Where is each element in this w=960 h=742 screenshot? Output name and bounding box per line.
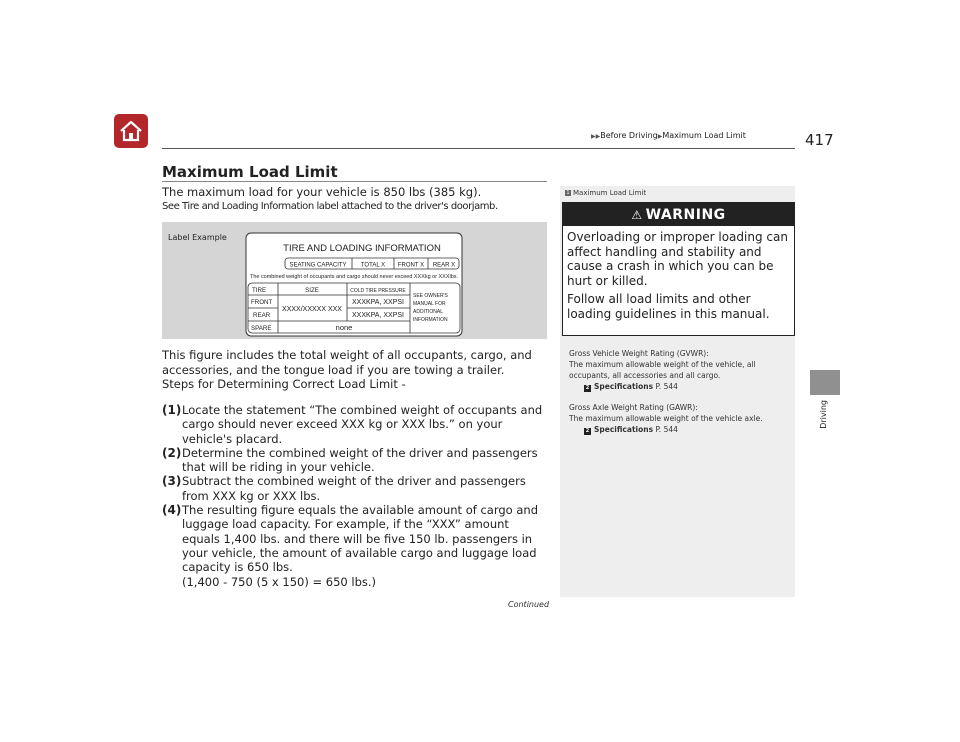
warning-icon: ⚠ <box>631 207 643 222</box>
step-calculation: (1,400 - 750 (5 x 150) = 650 lbs.) <box>182 574 377 589</box>
breadcrumb-item[interactable]: Maximum Load Limit <box>662 131 746 140</box>
col-size: SIZE <box>305 287 319 294</box>
page-number: 417 <box>805 131 834 149</box>
body-paragraph: This figure includes the total weight of all occupants, cargo, and accessories, and the tongue load if you are towing a trailer. <box>162 348 532 377</box>
seating-capacity-label: SEATING CAPACITY <box>289 262 347 269</box>
reference-arrow-icon: 2 <box>585 385 590 391</box>
warning-box <box>562 202 795 336</box>
section-tab[interactable] <box>810 370 840 395</box>
tire-label-heading: TIRE AND LOADING INFORMATION <box>283 243 441 254</box>
total-label: TOTAL X <box>360 262 386 269</box>
see-owners-line-1: SEE OWNER'S <box>413 293 448 299</box>
step-text: Determine the combined weight of the driver and passengers that will be riding in your vehicle. <box>182 445 538 475</box>
step-text: Locate the statement “The combined weight of occupants and cargo should never exceed XXX kg or XXX lbs.” on your vehicle's placard. <box>182 403 543 446</box>
breadcrumb-item[interactable]: Before Driving <box>600 131 658 140</box>
sidebar-heading-text: Maximum Load Limit <box>573 189 647 197</box>
breadcrumb-arrow-icon: ▶▶ <box>591 133 601 140</box>
step-number: (3) <box>162 474 182 489</box>
see-owners-line-3: ADDITIONAL <box>413 309 444 315</box>
see-owners-line-4: INFORMATION <box>413 317 448 323</box>
page-title: Maximum Load Limit <box>162 163 338 181</box>
step-item <box>162 503 550 589</box>
continued-note: Continued <box>508 600 550 609</box>
col-pressure: COLD TIRE PRESSURE <box>350 288 406 294</box>
section-tab-label: Driving <box>819 400 828 429</box>
col-tire: TIRE <box>252 287 267 294</box>
intro-line-2: See Tire and Loading Information label attached to the driver's doorjamb. <box>162 201 498 212</box>
front-label: FRONT X <box>397 262 425 269</box>
gvwr-ref-page: P. 544 <box>655 382 678 391</box>
rear-label: REAR X <box>432 262 456 269</box>
gvwr-reference[interactable] <box>569 381 791 392</box>
warning-title: WARNING <box>645 206 726 223</box>
label-example-panel <box>162 222 547 339</box>
see-owners-line-2: MANUAL FOR <box>413 301 446 307</box>
header-divider <box>162 148 795 149</box>
gawr-ref-link[interactable]: Specifications <box>594 425 654 434</box>
gvwr-ref-link[interactable]: Specifications <box>594 382 654 391</box>
pressure-rear-value: XXXKPA, XXPSI <box>351 312 405 319</box>
breadcrumb <box>591 131 746 140</box>
pressure-front-value: XXXKPA, XXPSI <box>351 299 405 306</box>
steps-list <box>162 403 550 589</box>
gawr-title: Gross Axle Weight Rating (GAWR): <box>569 403 698 412</box>
intro-text <box>162 185 550 214</box>
note-marker-icon: 1 <box>566 190 570 196</box>
body-text <box>162 348 550 392</box>
row-front: FRONT <box>251 299 273 306</box>
warning-body <box>563 226 794 321</box>
spare-value: none <box>335 323 353 332</box>
warning-paragraph: Follow all load limits and other loading guidelines in this manual. <box>567 292 770 321</box>
warning-paragraph: Overloading or improper loading can affect handling and stability and cause a crash in which you can be hurt or killed. <box>567 230 788 288</box>
step-item <box>162 403 550 446</box>
row-spare: SPARE <box>251 325 272 332</box>
gawr-reference[interactable] <box>569 424 791 435</box>
label-example-caption: Label Example <box>168 233 227 242</box>
step-item <box>162 446 550 475</box>
gvwr-title: Gross Vehicle Weight Rating (GVWR): <box>569 349 709 358</box>
breadcrumb-arrow-icon: ▶ <box>657 133 663 140</box>
row-rear: REAR <box>253 312 271 319</box>
gawr-ref-page: P. 544 <box>655 425 678 434</box>
step-item <box>162 474 550 503</box>
steps-heading: Steps for Determining Correct Load Limit - <box>162 377 406 391</box>
home-button[interactable] <box>114 114 148 148</box>
intro-line-1: The maximum load for your vehicle is 850 lbs (385 kg). <box>162 185 482 199</box>
home-icon <box>119 120 143 142</box>
step-text: The resulting figure equals the available amount of cargo and luggage load capacity. For example, if the “XXX” amount equals 1,400 lbs. and there will be five 150 lb. passengers in your vehicle, the amount of available cargo and luggage load capacity is 650 lbs. <box>182 503 538 575</box>
step-number: (2) <box>162 445 182 460</box>
sidebar-notes <box>569 348 791 435</box>
step-text: Subtract the combined weight of the driver and passengers from XXX kg or XXX lbs. <box>182 474 526 503</box>
step-number: (4) <box>162 503 182 518</box>
step-number: (1) <box>162 403 182 417</box>
gvwr-text: The maximum allowable weight of the vehicle, all occupants, all accessories and all cargo. <box>569 360 756 380</box>
warning-header <box>563 203 794 226</box>
gawr-text: The maximum allowable weight of the vehicle axle. <box>569 414 763 423</box>
sidebar-heading <box>565 189 646 197</box>
tire-size-value: XXXX/XXXXX XXX <box>282 306 342 313</box>
title-divider <box>162 181 547 182</box>
combined-weight-text: The combined weight of occupants and cargo should never exceed XXXkg or XXXlbs. <box>250 274 458 280</box>
reference-arrow-icon: 2 <box>585 428 590 434</box>
